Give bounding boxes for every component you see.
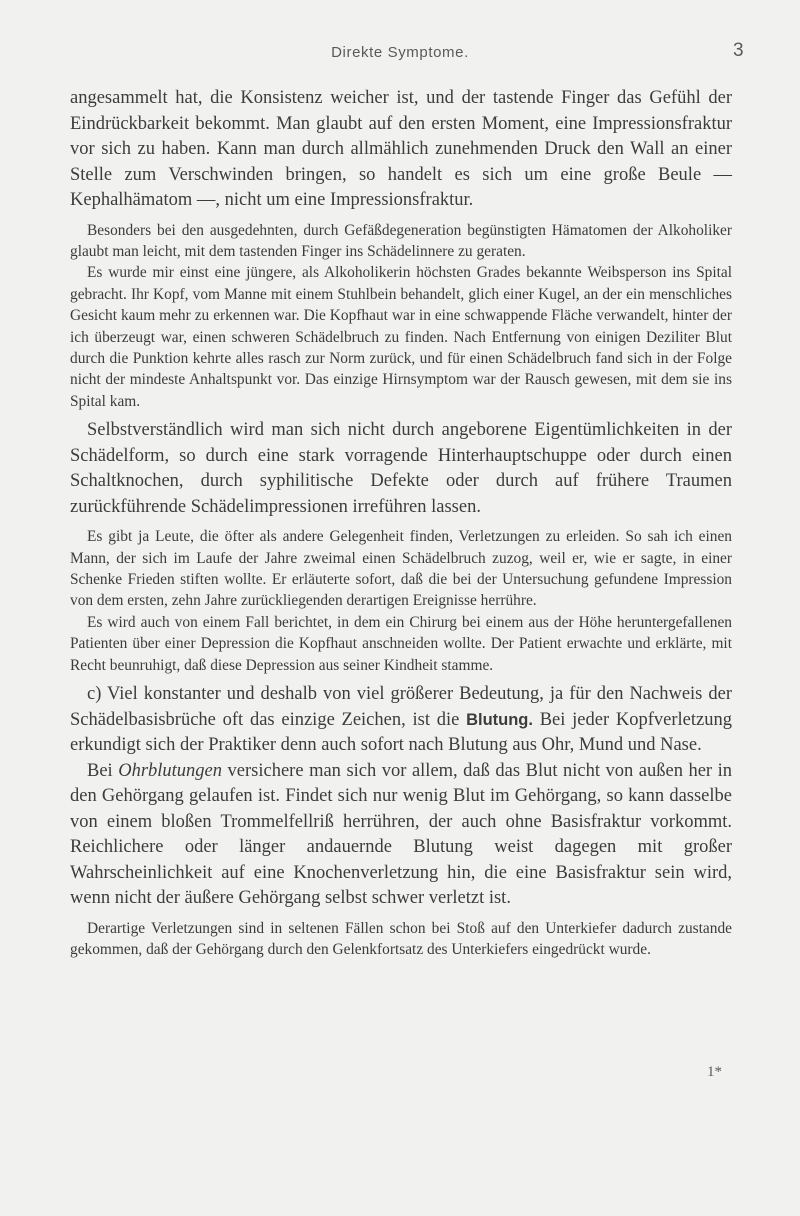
paragraph-6: Es wird auch von einem Fall berichtet, in dem ein Chirurg bei einem aus der Höhe heruntergefallenen Patienten über einer Depression die Kopfhaut anschneiden wollte. Der Patient erwachte und erklärte, mit Recht beunruhigt, daß diese Depression aus seiner Kindheit stamme.: [70, 613, 732, 674]
paragraph-7-text-b: Bei jeder Kopfverletzung erkundigt sich der Praktiker denn auch sofort nach Blutung aus Ohr, Mund und Nase.: [70, 709, 732, 755]
paragraph-1: angesammelt hat, die Konsistenz weicher ist, und der tastende Finger das Gefühl der Eindrückbarkeit bekommt. Man glaubt auf den ersten Moment, eine Impressionsfraktur vor sich zu haben. Kann man durch allmählich zunehmenden Druck den Wall an einer Stelle zum Verschwinden bringen, so handelt es sich um eine große Beule — Kephalhämatom —, nicht um eine Impressionsfraktur.: [70, 88, 732, 210]
page-number: 3: [733, 40, 744, 61]
paragraph-8-text-a: Bei: [87, 760, 119, 781]
paragraph-8-italic-term: Ohrblutungen: [118, 760, 223, 781]
paragraph-4: Selbstverständlich wird man sich nicht durch angeborene Eigentümlichkeiten in der Schädelform, so durch eine stark vorragende Hinterhauptschuppe oder durch einen Schaltknochen, durch syphilitische Defekte oder durch auf frühere Traumen zurückführende Schädelimpressionen irreführen lassen.: [70, 420, 732, 517]
signature-mark: 1*: [707, 1064, 722, 1080]
paragraph-2: Besonders bei den ausgedehnten, durch Gefäßdegeneration begünstigten Hämatomen der Alkoholiker glaubt man leicht, mit dem tastenden Finger ins Schädelinnere zu geraten.: [70, 221, 732, 260]
paragraph-5: Es gibt ja Leute, die öfter als andere Gelegenheit finden, Verletzungen zu erleiden. So sah ich einen Mann, der sich im Laufe der Jahre zweimal einen Schädelbruch zuzog, weil er, wie er sagte, in einer Schenke Frieden stiften wollte. Er erläuterte sofort, daß die bei der Untersuchung gefundene Impression von dem ersten, zehn Jahre zurückliegenden derartigen Ereignisse herrühre.: [70, 528, 732, 610]
paragraph-9: Derartige Verletzungen sind in seltenen Fällen schon bei Stoß auf den Unterkiefer dadurch zustande gekommen, daß der Gehörgang durch den Gelenkfortsatz des Unterkiefers eingedrückt wurde.: [70, 919, 732, 958]
paragraph-3: Es wurde mir einst eine jüngere, als Alkoholikerin höchsten Grades bekannte Weibsperson ins Spital gebracht. Ihr Kopf, vom Manne mit einem Stuhlbein behandelt, glich einer Kugel, an der ein menschliches Gesicht kaum mehr zu erkennen war. Die Kopfhaut war in eine schwappende Fläche verwandelt, hinter der ich überzeugt war, einen schweren Schädelbruch zu finden. Nach Entfernung von einigen Deziliter Blut durch die Punktion kehrte alles rasch zur Norm zurück, und für einen Schädelbruch fand sich in der Folge nicht der mindeste Anhaltspunkt vor. Das einzige Hirnsymptom war der Rausch gewesen, mit dem sie ins Spital kam.: [70, 264, 732, 410]
running-head: Direkte Symptome.: [331, 44, 469, 61]
paragraph-8-text-b: versichere man sich vor allem, daß das Blut nicht von außen her in den Gehörgang gelaufen ist. Findet sich nur wenig Blut im Gehörgang, so kann dasselbe von einem bloßen Trommelfellriß herrühren, der auch ohne Basisfraktur vorkommt. Reichlichere oder länger andauernde Blutung weist dagegen mit großer Wahrscheinlichkeit auf eine Knochenverletzung hin, die eine Basisfraktur sein wird, wenn nicht der äußere Gehörgang selbst schwer verletzt ist.: [70, 760, 732, 908]
paragraph-7-text-a: c) Viel konstanter und deshalb von viel größerer Bedeutung, ja für den Nachweis der Schädelbasisbrüche oft das einzige Zeichen, ist die: [70, 684, 732, 730]
body-text: [70, 86, 732, 960]
paragraph-7-emphasis: Blutung.: [466, 710, 533, 729]
paragraph-8: [70, 759, 732, 912]
paragraph-7: [70, 682, 732, 759]
